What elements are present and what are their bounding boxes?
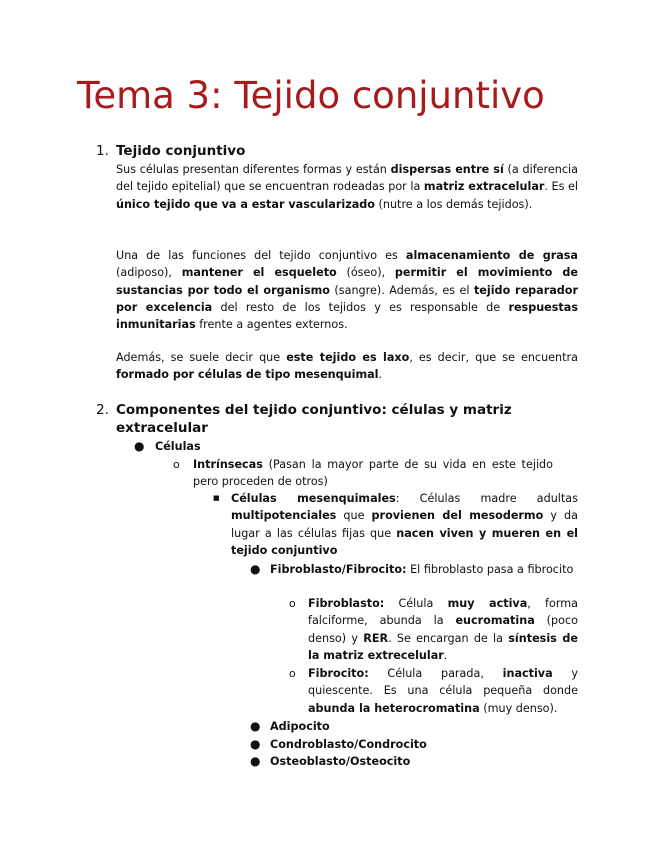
section-1-paragraph-3: Además, se suele decir que este tejido es laxo, es decir, que se encuentra formado por células de tipo mesenquimal. <box>116 351 578 382</box>
section-2-heading-line-1: Componentes del tejido conjuntivo: células y matriz <box>116 402 512 418</box>
section-2-number: 2. <box>96 402 109 418</box>
bullet-square-icon: ■ <box>213 494 220 502</box>
section-1-paragraph-1: Sus células presentan diferentes formas y están dispersas entre sí (a diferencia del tejido epitelial) que se encuentran rodeadas por la matriz extracelular. Es el único tejido que va a estar vascularizado (nutre a los demás tejidos). <box>116 163 578 211</box>
section-2-heading-line-2: extracelular <box>116 420 208 436</box>
section-1-paragraph-2: Una de las funciones del tejido conjuntivo es almacenamiento de grasa (adiposo), mantener el esqueleto (óseo), permitir el movimiento de sustancias por todo el organismo (sangre). Además, es el tejido reparador por excelencia del resto de los tejidos y es responsable de respuestas inmunitarias frente a agentes externos. <box>116 249 579 332</box>
bullet-disc-icon: ● <box>250 719 261 733</box>
list-item-intrinsecas: Intrínsecas (Pasan la mayor parte de su vida en este tejido pero proceden de otros) <box>193 458 553 489</box>
bullet-disc-icon: ● <box>134 439 145 453</box>
bullet-disc-icon: ● <box>250 754 261 768</box>
list-item-fibrocito: Fibrocito: Célula parada, inactiva y quiescente. Es una célula pequeña donde abunda la heterocromatina (muy denso). <box>308 667 579 715</box>
section-1-number: 1. <box>96 143 109 159</box>
list-item-osteoblasto-osteocito: Osteoblasto/Osteocito <box>270 755 411 768</box>
bullet-circle-icon: o <box>289 597 296 610</box>
page-title: Tema 3: Tejido conjuntivo <box>77 74 545 117</box>
list-item-celulas: Células <box>155 440 201 453</box>
bullet-circle-icon: o <box>173 458 180 471</box>
bullet-circle-icon: o <box>289 667 296 680</box>
list-item-condroblasto-condrocito: Condroblasto/Condrocito <box>270 738 427 751</box>
list-item-fibroblasto: Fibroblasto: Célula muy activa, forma falciforme, abunda la eucromatina (poco denso) y RER. Se encargan de la síntesis de la matriz extrecelular. <box>308 597 578 662</box>
list-item-fibroblasto-fibrocito: Fibroblasto/Fibrocito: El fibroblasto pasa a fibrocito <box>270 563 574 576</box>
list-item-adipocito: Adipocito <box>270 720 330 733</box>
bullet-disc-icon: ● <box>250 737 261 751</box>
list-item-mesenquimales: Células mesenquimales: Células madre adultas multipotenciales que provienen del mesodermo y da lugar a las células fijas que nacen viven y mueren en el tejido conjuntivo <box>231 492 578 557</box>
section-1-heading: Tejido conjuntivo <box>116 143 246 159</box>
bullet-disc-icon: ● <box>250 562 261 576</box>
